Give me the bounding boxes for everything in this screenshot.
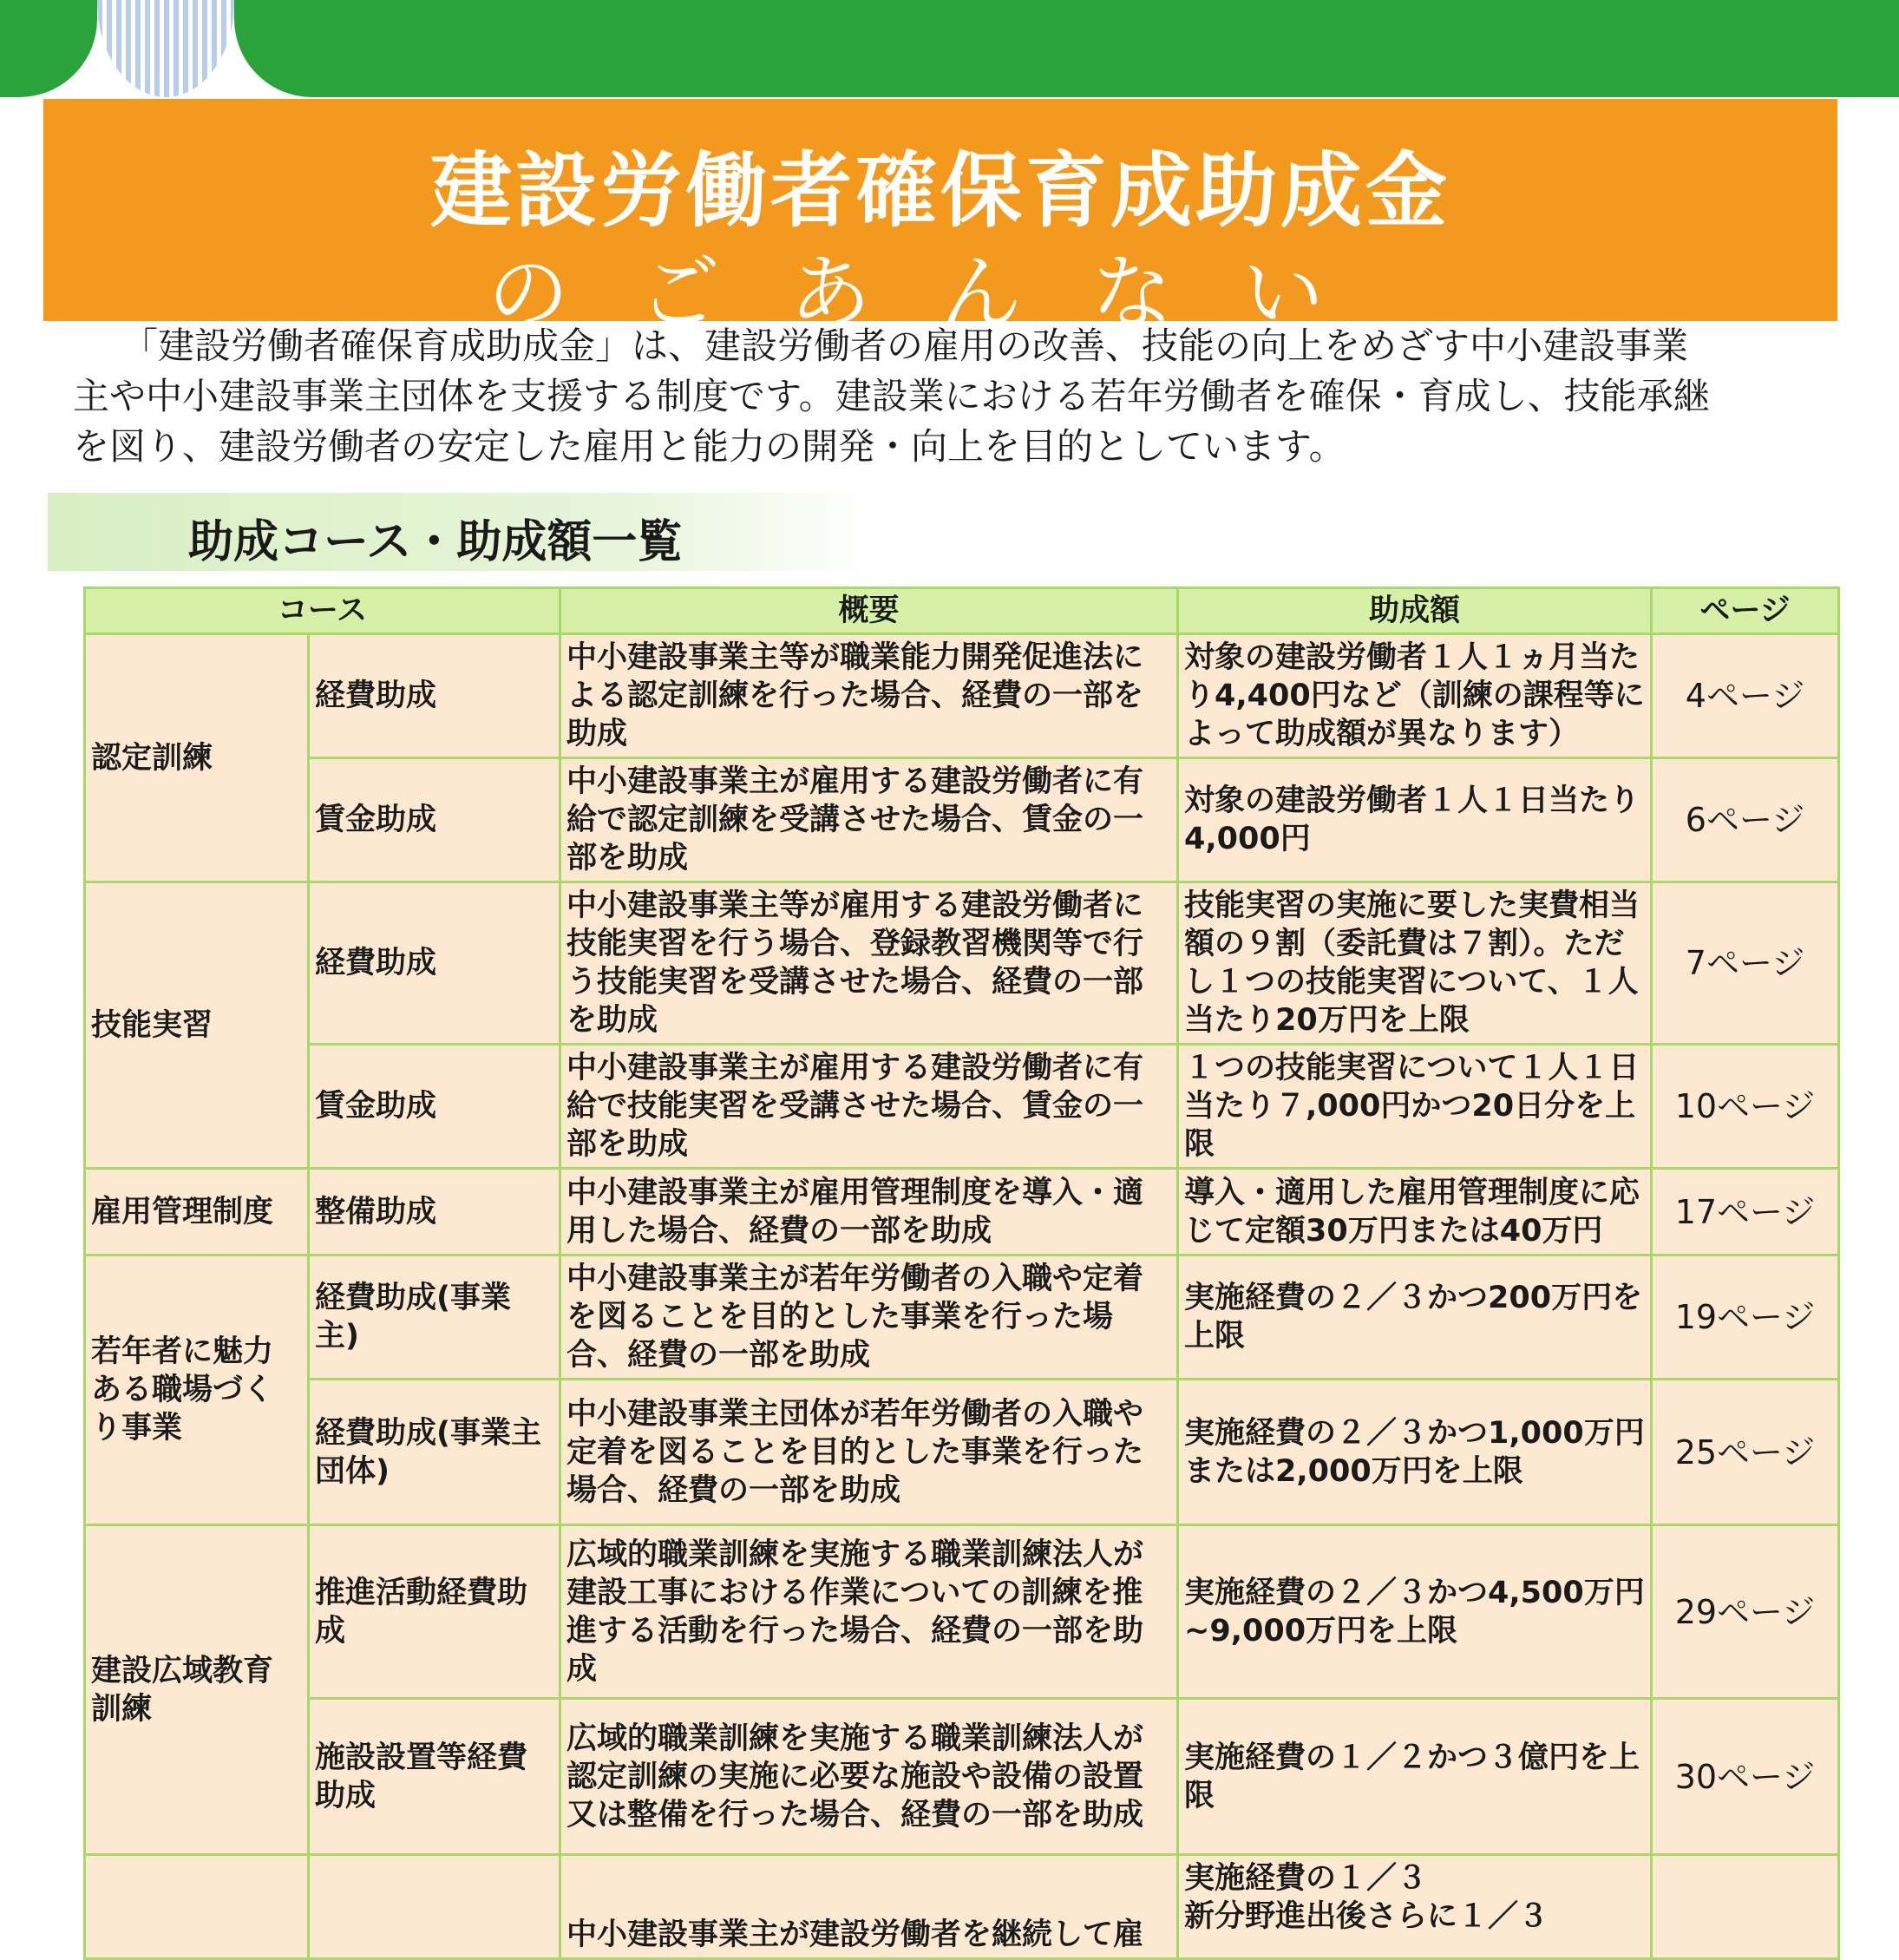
table-row — [85, 1525, 1839, 1699]
table-row — [85, 1380, 1839, 1525]
sub-course: 経費助成(事業主) — [309, 1255, 560, 1380]
summary-cell: 中小建設事業主が建設労働者を継続して雇 — [560, 1855, 1178, 1959]
amount-cell: １つの技能実習について１人１日当たり７,000円かつ20日分を上限 — [1178, 1045, 1652, 1169]
page-cell: 30ページ — [1652, 1699, 1839, 1855]
page-cell: 6ページ — [1652, 758, 1839, 882]
course-name: 建設広域教育訓練 — [85, 1525, 309, 1855]
intro-line: を図り、建設労働者の安定した雇用と能力の開発・向上を目的としています。 — [73, 425, 1346, 468]
amount-cell: 対象の建設労働者１人１ヵ月当たり4,400円など（訓練の課程等によって助成額が異なります） — [1178, 634, 1652, 758]
amount-cell: 実施経費の２／３かつ1,000万円または2,000万円を上限 — [1178, 1380, 1652, 1525]
table-header-row — [85, 588, 1839, 634]
header-course: コース — [85, 588, 560, 634]
section-heading — [48, 493, 872, 571]
amount-cell: 実施経費の２／３かつ4,500万円~9,000万円を上限 — [1178, 1525, 1652, 1699]
sub-course — [309, 1855, 560, 1959]
table-row — [85, 1169, 1839, 1255]
summary-cell: 広域的職業訓練を実施する職業訓練法人が建設工事における作業についての訓練を推進する活動を行った場合、経費の一部を助成 — [560, 1525, 1178, 1699]
intro-line: 主や中小建設事業主団体を支援する制度です。建設業における若年労働者を確保・育成し、技能承継 — [73, 375, 1710, 417]
course-name — [85, 1855, 309, 1959]
page-cell: 19ページ — [1652, 1255, 1839, 1380]
title-banner — [43, 99, 1837, 341]
amount-cell: 実施経費の１／２かつ３億円を上限 — [1178, 1699, 1652, 1855]
sub-course: 施設設置等経費助成 — [309, 1699, 560, 1855]
summary-cell: 中小建設事業主が若年労働者の入職や定着を図ることを目的とした事業を行った場合、経費の一部を助成 — [560, 1255, 1178, 1380]
table-row — [85, 1255, 1839, 1380]
summary-cell: 広域的職業訓練を実施する職業訓練法人が認定訓練の実施に必要な施設や設備の設置又は整備を行った場合、経費の一部を助成 — [560, 1699, 1178, 1855]
sub-course: 賃金助成 — [309, 758, 560, 882]
sub-course: 推進活動経費助成 — [309, 1525, 560, 1699]
summary-cell: 中小建設事業主等が雇用する建設労働者に技能実習を行う場合、登録教習機関等で行う技能実習を受講させた場合、経費の一部を助成 — [560, 882, 1178, 1045]
sub-course: 賃金助成 — [309, 1045, 560, 1169]
table-row — [85, 1699, 1839, 1855]
page-cell — [1652, 1855, 1839, 1959]
page-cell: 29ページ — [1652, 1525, 1839, 1699]
intro-paragraph — [73, 321, 1860, 472]
table-row — [85, 882, 1839, 1045]
summary-cell: 中小建設事業主が雇用する建設労働者に有給で技能実習を受講させた場合、賃金の一部を助成 — [560, 1045, 1178, 1169]
amount-cell: 実施経費の１／３ 新分野進出後さらに１／３ — [1178, 1855, 1652, 1959]
page-cell: 4ページ — [1652, 634, 1839, 758]
table-row — [85, 1045, 1839, 1169]
summary-cell: 中小建設事業主団体が若年労働者の入職や定着を図ることを目的とした事業を行った場合、経費の一部を助成 — [560, 1380, 1178, 1525]
amount-cell: 導入・適用した雇用管理制度に応じて定額30万円または40万円 — [1178, 1169, 1652, 1255]
table-row — [85, 758, 1839, 882]
shell-logo-icon — [97, 0, 234, 97]
page-cell: 25ページ — [1652, 1380, 1839, 1525]
amount-cell: 実施経費の２／３かつ200万円を上限 — [1178, 1255, 1652, 1380]
header-page: ページ — [1652, 588, 1839, 634]
amount-cell: 技能実習の実施に要した実費相当額の９割（委託費は７割）。ただし１つの技能実習について、１人当たり20万円を上限 — [1178, 882, 1652, 1045]
sub-course: 整備助成 — [309, 1169, 560, 1255]
course-name: 若年者に魅力ある職場づくり事業 — [85, 1255, 309, 1525]
header-summary: 概要 — [560, 588, 1178, 634]
page-cell: 10ページ — [1652, 1045, 1839, 1169]
summary-cell: 中小建設事業主が雇用管理制度を導入・適用した場合、経費の一部を助成 — [560, 1169, 1178, 1255]
amount-cell: 対象の建設労働者１人１日当たり4,000円 — [1178, 758, 1652, 882]
section-heading-text: 助成コース・助成額一覧 — [188, 516, 683, 568]
summary-cell: 中小建設事業主が雇用する建設労働者に有給で認定訓練を受講させた場合、賃金の一部を助成 — [560, 758, 1178, 882]
table-row — [85, 1855, 1839, 1959]
course-name: 雇用管理制度 — [85, 1169, 309, 1255]
course-name: 認定訓練 — [85, 634, 309, 882]
sub-course: 経費助成 — [309, 634, 560, 758]
table-row — [85, 634, 1839, 758]
header-band — [234, 0, 1899, 97]
intro-line: 「建設労働者確保育成助成金」は、建設労働者の雇用の改善、技能の向上をめざす中小建設事業 — [121, 324, 1689, 367]
sub-course: 経費助成 — [309, 882, 560, 1045]
header-band-left — [0, 0, 97, 97]
page-subtitle: のごあんない — [487, 246, 1393, 341]
course-table — [83, 587, 1840, 1960]
page-cell: 17ページ — [1652, 1169, 1839, 1255]
page-cell: 7ページ — [1652, 882, 1839, 1045]
header-amount: 助成額 — [1178, 588, 1652, 634]
summary-cell: 中小建設事業主等が職業能力開発促進法による認定訓練を行った場合、経費の一部を助成 — [560, 634, 1178, 758]
page-title: 建設労働者確保育成助成金 — [429, 144, 1450, 239]
course-name: 技能実習 — [85, 882, 309, 1169]
sub-course: 経費助成(事業主団体) — [309, 1380, 560, 1525]
